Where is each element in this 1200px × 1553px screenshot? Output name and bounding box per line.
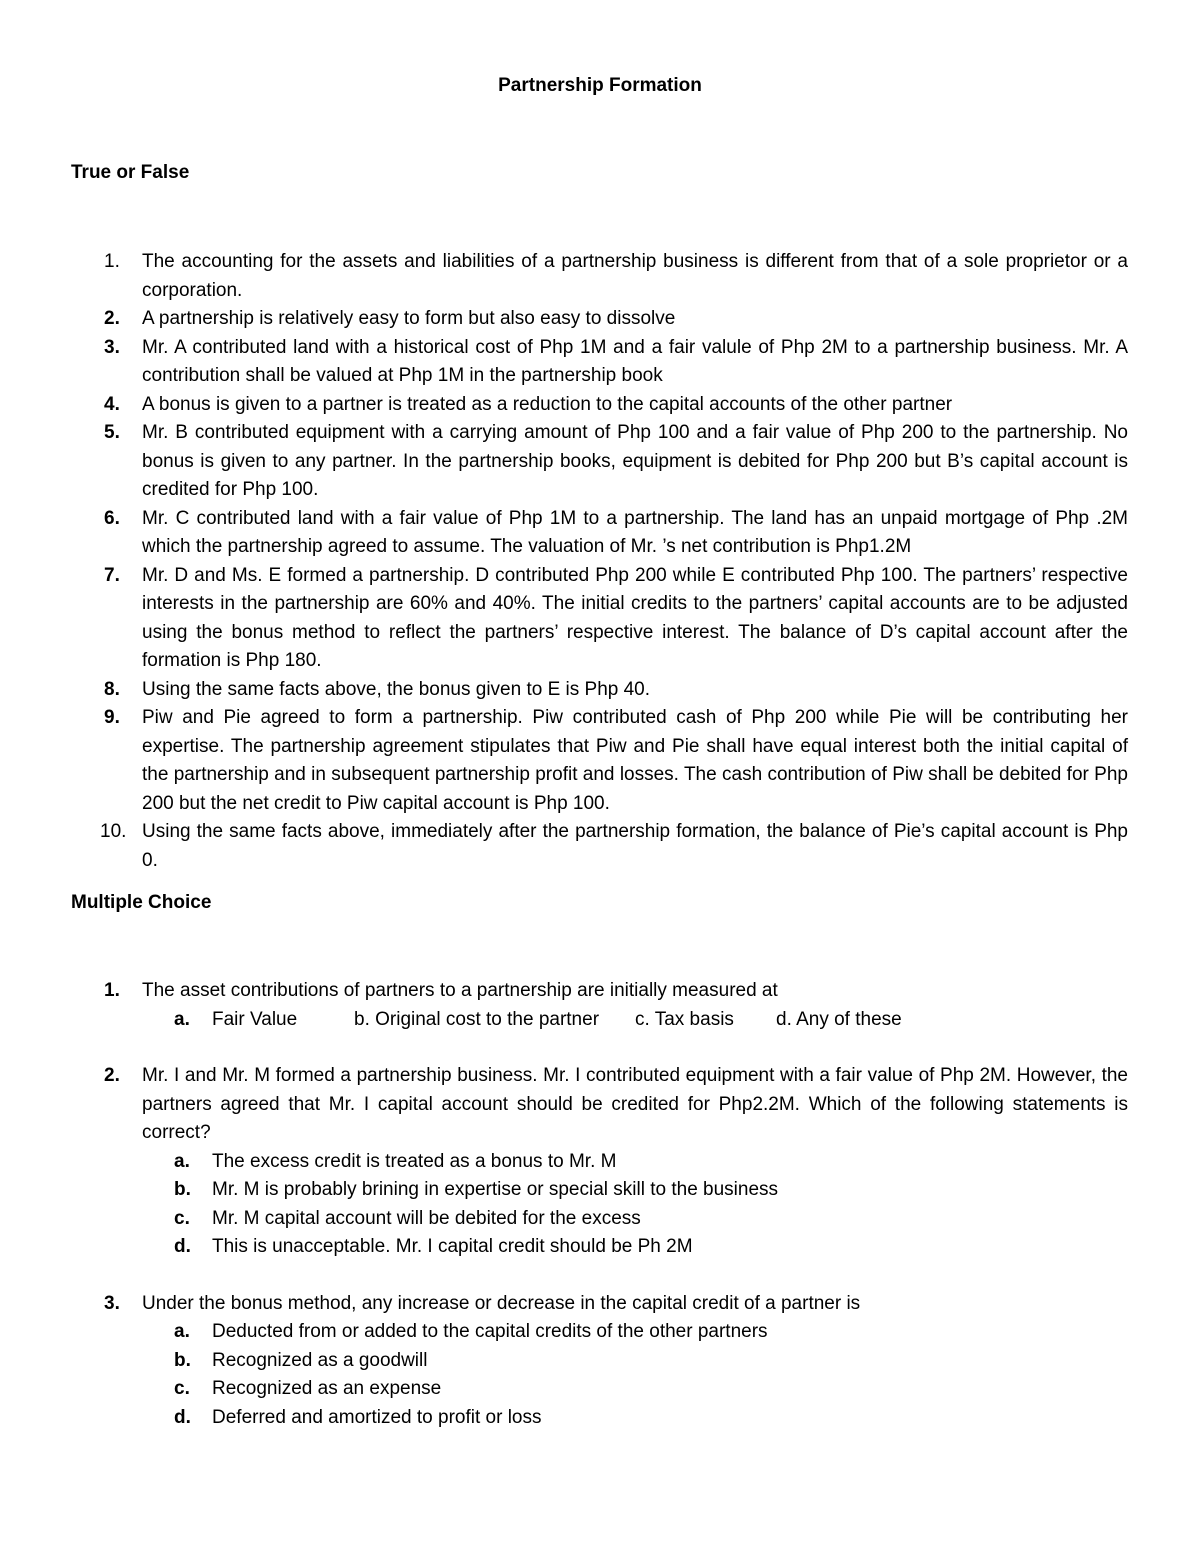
choice-letter: a.	[174, 1008, 190, 1030]
choice-text: Deferred and amortized to profit or loss	[212, 1406, 542, 1428]
true-or-false-list	[0, 248, 1200, 875]
tf-item-text: Mr. A contributed land with a historical cost of Php 1M and a fair valule of Php 2M to a partnership business. Mr. A contribution shall be valued at Php 1M in the partnership book	[142, 336, 1128, 386]
tf-item-text: Mr. C contributed land with a fair value of Php 1M to a partnership. The land has an unpaid mortgage of Php .2M which the partnership agreed to assume. The valuation of Mr. ’s net contribution is Php1.2M	[142, 507, 1128, 557]
choice-a	[0, 1318, 1200, 1347]
tf-item-number: 7.	[104, 564, 120, 586]
tf-item-number: 6.	[104, 507, 120, 529]
tf-item-number: 1.	[104, 251, 120, 272]
choice-letter: a.	[174, 1150, 190, 1172]
choice-b	[0, 1176, 1200, 1205]
tf-item-4	[0, 391, 1200, 420]
choice-d	[0, 1404, 1200, 1433]
tf-item-text: A bonus is given to a partner is treated as a reduction to the capital accounts of the other partner	[142, 393, 953, 415]
choice-c	[0, 1205, 1200, 1234]
mc-question-text: Under the bonus method, any increase or decrease in the capital credit of a partner is	[142, 1292, 861, 1314]
tf-item-text: Mr. B contributed equipment with a carrying amount of Php 100 and a fair value of Php 200 to the partnership. No bonus is given to any partner. In the partnership books, equipment is debited for Php 200 but B’s capital account is credited for Php 100.	[142, 422, 1128, 500]
mc-question-stem	[0, 977, 1200, 1006]
mc-question-number: 1.	[104, 980, 120, 1001]
mc-question-text: Mr. I and Mr. M formed a partnership business. Mr. I contributed equipment with a fair value of Php 2M. However, the partners agreed that Mr. I capital account should be credited for Php2.2M. Which of the following statements is correct?	[142, 1065, 1128, 1143]
mc-inline-choices	[0, 1006, 1200, 1035]
tf-item-9	[0, 704, 1200, 818]
tf-item-2	[0, 305, 1200, 334]
page-title: Partnership Formation	[498, 75, 702, 96]
tf-item-text: A partnership is relatively easy to form but also easy to dissolve	[142, 308, 676, 329]
tf-item-7	[0, 562, 1200, 676]
choice-text: Mr. M capital account will be debited for the excess	[212, 1207, 641, 1229]
choice-text: Mr. M is probably brining in expertise or special skill to the business	[212, 1179, 779, 1200]
mc-question-text: The asset contributions of partners to a partnership are initially measured at	[142, 980, 778, 1001]
choice-letter: b.	[174, 1179, 191, 1200]
tf-item-number: 9.	[104, 707, 120, 728]
choice-d: d. Any of these	[776, 1008, 902, 1030]
mc-question-1	[0, 977, 1200, 1034]
tf-item-text: Using the same facts above, the bonus given to E is Php 40.	[142, 678, 651, 700]
mc-question-2	[0, 1062, 1200, 1262]
choice-b: b. Original cost to the partner	[354, 1008, 600, 1030]
choice-letter: b.	[174, 1349, 191, 1371]
choice-text: Deducted from or added to the capital credits of the other partners	[212, 1321, 768, 1342]
choice-c: c. Tax basis	[635, 1008, 734, 1030]
mc-question-stem	[0, 1290, 1200, 1319]
multiple-choice-list	[0, 977, 1200, 1460]
true-or-false-heading: True or False	[71, 162, 190, 183]
tf-item-1	[0, 248, 1200, 305]
choice-letter: d.	[174, 1236, 191, 1257]
tf-item-number: 8.	[104, 678, 120, 700]
tf-item-number: 5.	[104, 422, 120, 443]
choice-b	[0, 1347, 1200, 1376]
tf-item-10	[0, 818, 1200, 875]
choice-letter: c.	[174, 1378, 190, 1399]
choice-text: Recognized as an expense	[212, 1378, 442, 1399]
tf-item-number: 2.	[104, 308, 120, 329]
choice-d	[0, 1233, 1200, 1262]
tf-item-number: 3.	[104, 336, 120, 358]
tf-item-text: Piw and Pie agreed to form a partnership. Piw contributed cash of Php 200 while Pie will be contributing her expertise. The partnership agreement stipulates that Piw and Pie shall have equal interest both the initial capital of the partnership and in subsequent partnership profit and losses. The cash contribution of Piw shall be debited for Php 200 but the net credit to Piw capital account is Php 100.	[142, 707, 1128, 814]
tf-item-6	[0, 505, 1200, 562]
choice-a: Fair Value	[212, 1008, 298, 1030]
tf-item-5	[0, 419, 1200, 505]
tf-item-8	[0, 676, 1200, 705]
mc-question-number: 3.	[104, 1292, 120, 1314]
tf-item-text: The accounting for the assets and liabilities of a partnership business is different from that of a sole proprietor or a corporation.	[142, 251, 1128, 301]
tf-item-number: 10.	[100, 821, 127, 842]
tf-item-number: 4.	[104, 393, 120, 415]
choice-a	[0, 1148, 1200, 1177]
choice-text: This is unacceptable. Mr. I capital credit should be Ph 2M	[212, 1236, 693, 1257]
choice-letter: d.	[174, 1406, 191, 1428]
tf-item-text: Mr. D and Ms. E formed a partnership. D contributed Php 200 while E contributed Php 100. The partners’ respective interests in the partnership are 60% and 40%. The initial credits to the partners’ capital accounts are to be adjusted using the bonus method to reflect the partners’ respective interest. The balance of D’s capital account after the formation is Php 180.	[142, 564, 1128, 671]
choice-letter: c.	[174, 1207, 190, 1229]
tf-item-text: Using the same facts above, immediately after the partnership formation, the balance of Pie’s capital account is Php 0.	[142, 821, 1128, 871]
tf-item-3	[0, 334, 1200, 391]
choice-text: The excess credit is treated as a bonus to Mr. M	[212, 1150, 617, 1172]
multiple-choice-heading: Multiple Choice	[71, 892, 212, 913]
mc-question-3	[0, 1290, 1200, 1433]
mc-question-stem	[0, 1062, 1200, 1148]
choice-text: Recognized as a goodwill	[212, 1349, 428, 1371]
choice-letter: a.	[174, 1321, 190, 1342]
choice-c	[0, 1375, 1200, 1404]
mc-question-number: 2.	[104, 1065, 120, 1086]
